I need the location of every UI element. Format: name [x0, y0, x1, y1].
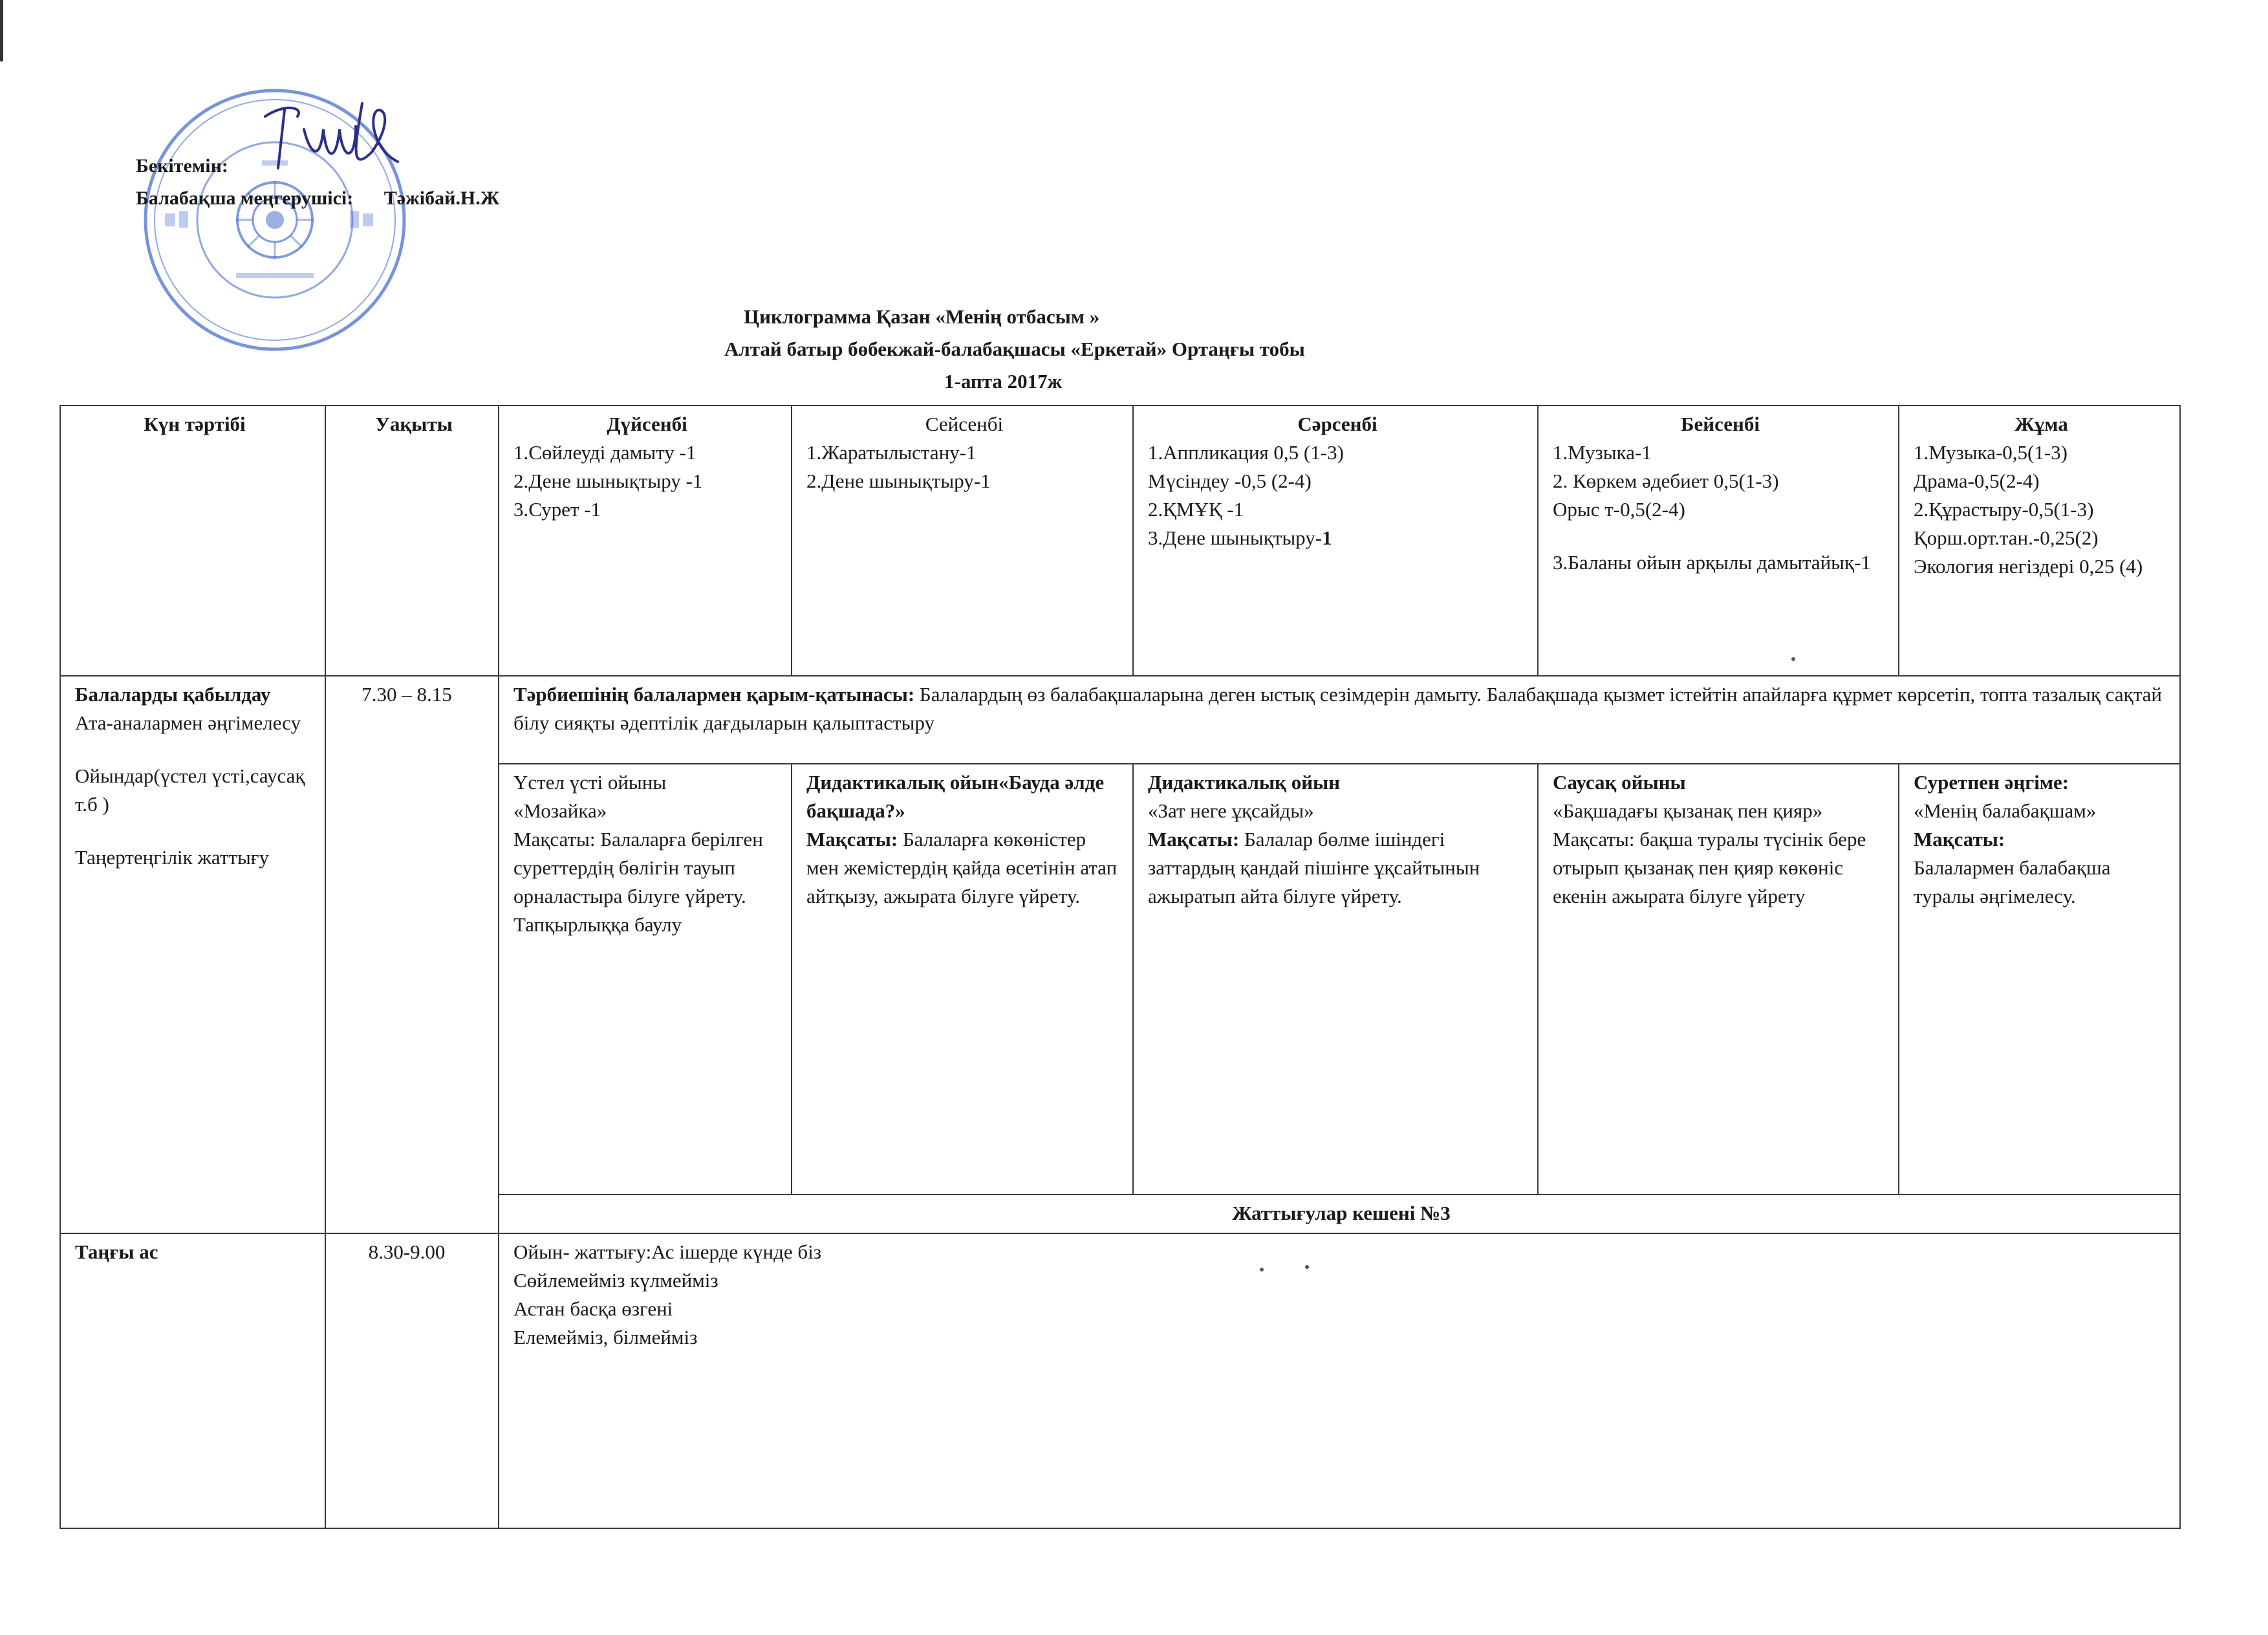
subject-item: 2.Дене шынықтыру-1 [806, 470, 991, 493]
subject-item: 2.Құрастыру-0,5(1-3) [1914, 498, 2094, 521]
subject-item: 1.Аппликация 0,5 (1-3) [1148, 441, 1344, 464]
day-title: Жұма [2014, 413, 2068, 435]
game-title: Дидактикалық ойын«Бауда әлде бақшада?» [806, 771, 1105, 823]
rhyme-line: Астан басқа өзгені [513, 1297, 673, 1321]
subject-text: 3.Дене шынықтыру- [1148, 526, 1323, 550]
game-name: «Менің балабақшам» [1914, 799, 2097, 823]
subject-item: Мүсіндеу -0,5 (2-4) [1148, 470, 1312, 493]
header-row [60, 406, 2180, 676]
day-subjects [1148, 439, 1527, 552]
communication-label: Тәрбиешінің балалармен қарым-қатынасы: [513, 683, 915, 706]
day-title: Бейсенбі [1681, 413, 1760, 435]
game-goal: Мақсаты: Балаларға берілген суреттердің бөлігін тауып орналастыра білуге үйрету. Тапқырлыққа баулу [513, 828, 763, 937]
header-tuesday [792, 406, 1133, 676]
game-title: Дидактикалық ойын [1148, 771, 1341, 794]
day-subjects [1553, 439, 1888, 577]
subject-item: 3.Баланы ойын арқылы дамытайық-1 [1553, 551, 1871, 574]
rhyme-line: Сөйлемейміз күлмейміз [513, 1269, 718, 1292]
header-friday [1899, 406, 2180, 676]
exercise-complex: Жаттығулар кешені №3 [499, 1195, 2180, 1233]
approval-name: Тәжібай.Н.Ж [383, 188, 500, 209]
subject-item: Орыс т-0,5(2-4) [1553, 498, 1685, 521]
subject-hours: 1 [1322, 526, 1332, 550]
header-wednesday [1133, 406, 1538, 676]
game-goal-label: Мақсаты: [1914, 828, 2005, 851]
schedule-table [59, 405, 2181, 1529]
scan-dot [1305, 1265, 1309, 1269]
day-subjects [513, 439, 781, 524]
game-goal: Мақсаты: Балаларға көкөністер мен жемістердің қайда өсетінін атап айтқызу, ажырата білуге үйрету. [806, 828, 1118, 908]
game-title: Суретпен әңгіме: [1914, 771, 2069, 794]
thursday-game [1538, 764, 1899, 1195]
subject-item: 1.Сөйлеуді дамыту -1 [513, 441, 697, 464]
game-title: Саусақ ойыны [1553, 771, 1686, 794]
subject-item: Қорш.орт.тан.-0,25(2) [1914, 526, 2099, 550]
game-goal: Балалармен балабақша туралы әңгімелесу. [1914, 856, 2111, 908]
subject-item: 2. Көркем әдебиет 0,5(1-3) [1553, 470, 1779, 493]
breakfast-time: 8.30-9.00 [325, 1233, 499, 1528]
subject-item-pe [1148, 524, 1527, 552]
game-goal: Мақсаты: бақша туралы түсінік бере отырып қызанақ пен қияр көкөніс екенін ажырата білуге үйрету [1553, 828, 1866, 908]
wednesday-game [1133, 764, 1538, 1195]
spacer [1553, 524, 1888, 548]
day-subjects [1914, 439, 2169, 581]
approval-head-line [136, 182, 525, 215]
friday-game [1899, 764, 2180, 1195]
subject-item: 2.Дене шынықтыру -1 [513, 470, 703, 493]
tuesday-game [792, 764, 1133, 1195]
page-subtitle: Алтай батыр бөбекжай-балабақшасы «Еркетай» Ортаңғы тобы [724, 338, 1305, 360]
day-title: Сәрсенбі [1297, 413, 1377, 435]
approval-line: Бекітемін: [136, 155, 228, 177]
reception-time: 7.30 – 8.15 [325, 676, 499, 1233]
rhyme-line: Елемейміз, білмейміз [513, 1326, 698, 1349]
subject-item: 1.Музыка-0,5(1-3) [1914, 441, 2068, 464]
monday-game [499, 764, 792, 1195]
day-title: Сейсенбі [925, 413, 1004, 435]
approval-block [136, 150, 525, 215]
header-routine: Күн тәртібі [60, 406, 325, 676]
subject-item: 3.Сурет -1 [513, 498, 601, 521]
game-title: Үстел үсті ойыны [513, 771, 667, 794]
reception-activity [60, 676, 325, 1233]
page-title: Циклограмма Қазан «Менің отбасым » [744, 305, 1100, 328]
communication-cell [499, 676, 2180, 764]
subject-item: Экология негіздері 0,25 (4) [1914, 555, 2143, 578]
scan-dot [1260, 1268, 1264, 1272]
day-title: Дүйсенбі [607, 413, 687, 435]
activity-title: Балаларды қабылдау [75, 683, 271, 706]
scan-dot [1791, 657, 1795, 661]
game-name: «Мозайка» [513, 799, 607, 823]
subject-item: 1.Жаратылыстану-1 [806, 441, 977, 464]
communication-text: Балалардың өз балабақшаларына деген ыстық сезімдерін дамыту. Балабақшада қызмет істейтін апайларға құрмет көрсетіп, топта тазалық сақтай білу сияқты әдептілік дағдыларын қалыптастыру [513, 683, 2163, 735]
game-name: «Зат неге ұқсайды» [1148, 799, 1314, 823]
scan-edge-mark [0, 0, 3, 61]
breakfast-rhyme [499, 1233, 2180, 1528]
header-monday [499, 406, 792, 676]
activity-note: Ата-аналармен әңгімелесу [75, 711, 301, 735]
subject-item: 1.Музыка-1 [1553, 441, 1652, 464]
game-goal: Мақсаты: Балалар бөлме ішіндегі заттардың қандай пішінге ұқсайтынын ажыратып айта білуге үйрету. [1148, 828, 1480, 908]
activity-note: Ойындар(үстел үсті,саусақ т.б ) [75, 764, 305, 816]
subject-item: Драма-0,5(2-4) [1914, 470, 2040, 493]
game-name: «Бақшадағы қызанақ пен қияр» [1553, 799, 1823, 823]
week-label: 1-апта 2017ж [944, 370, 1063, 393]
subject-item: 2.ҚМҰҚ -1 [1148, 498, 1244, 521]
breakfast-activity: Таңғы ас [60, 1233, 325, 1528]
header-thursday [1538, 406, 1899, 676]
day-subjects [806, 439, 1122, 495]
rhyme-line: Ойын- жаттығу:Ас ішерде күнде біз [513, 1240, 821, 1264]
approval-position: Балабақша меңгерушісі: [136, 188, 354, 209]
breakfast-row [60, 1233, 2180, 1528]
reception-row [60, 676, 2180, 764]
activity-note: Таңертеңгілік жаттығу [75, 846, 269, 869]
header-time: Уақыты [325, 406, 499, 676]
